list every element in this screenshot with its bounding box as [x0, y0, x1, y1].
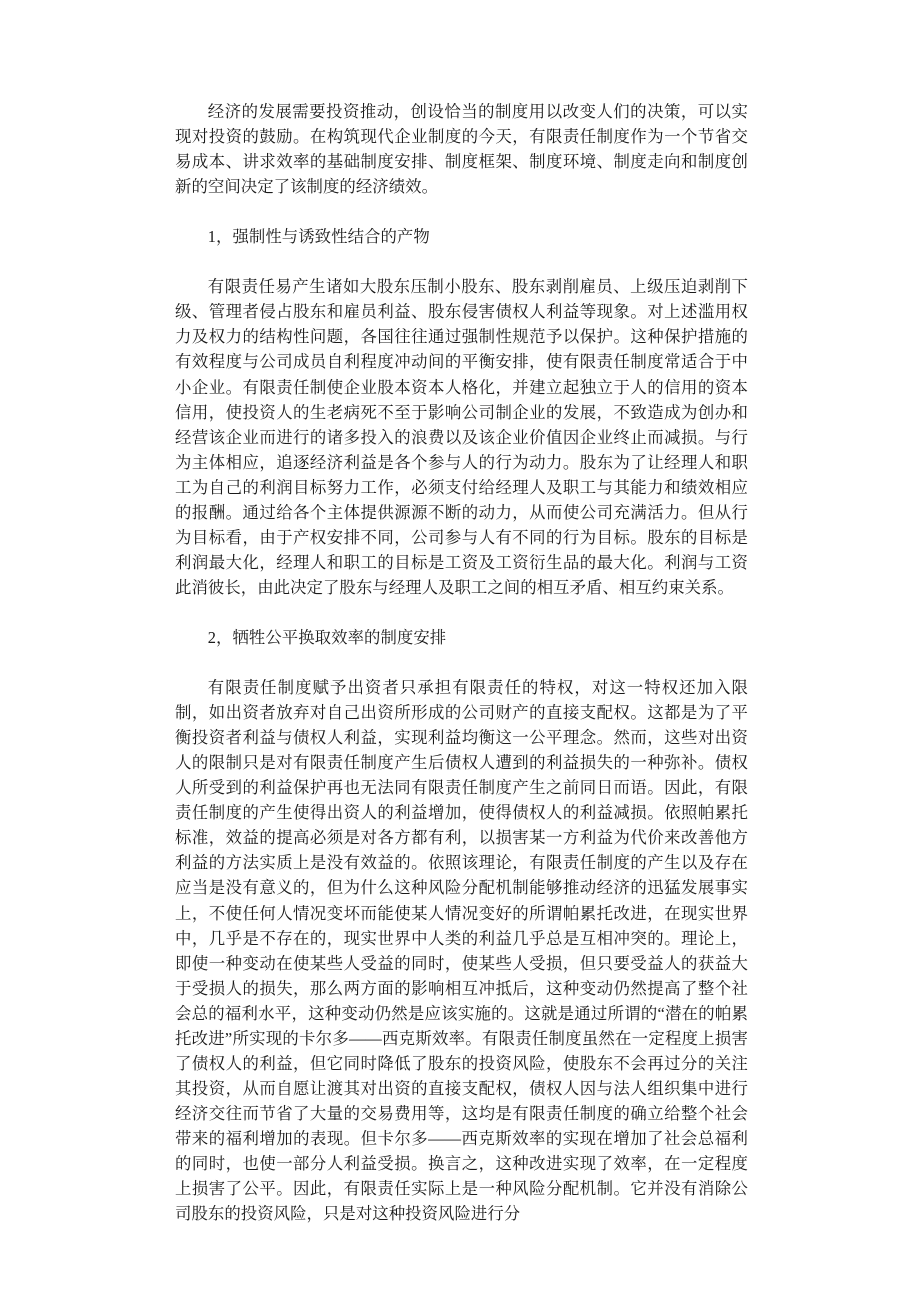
paragraph-spacer — [175, 199, 748, 224]
section-1-body: 有限责任易产生诸如大股东压制小股东、股东剥削雇员、上级压迫剥削下级、管理者侵占股东和雇员利益、股东侵害债权人利益等现象。对上述滥用权力及权力的结构性问题，各国往往通过强制性规范予以保护。这种保护措施的有效程度与公司成员自利程度冲动间的平衡安排，使有限责任制度常适合于中小企业。有限责任制使企业股本资本人格化，并建立起独立于人的信用的资本信用，使投资人的生老病死不至于影响公司制企业的发展，不致造成为创办和经营该企业而进行的诸多投入的浪费以及该企业价值因企业终止而减损。与行为主体相应，追逐经济利益是各个参与人的行为动力。股东为了让经理人和职工为自己的利润目标努力工作，必须支付给经理人及职工与其能力和绩效相应的报酬。通过给各个主体提供源源不断的动力，从而使公司充满活力。但从行为目标看，由于产权安排不同，公司参与人有不同的行为目标。股东的目标是利润最大化，经理人和职工的目标是工资及工资衍生品的最大化。利润与工资此消彼长，由此决定了股东与经理人及职工之间的相互矛盾、相互约束关系。 — [175, 277, 748, 597]
section-2-body: 有限责任制度赋予出资者只承担有限责任的特权，对这一特权还加入限制，如出资者放弃对自己出资所形成的公司财产的直接支配权。这都是为了平衡投资者利益与债权人利益，实现利益均衡这一公平理念。然而，这些对出资人的限制只是对有限责任制度产生后债权人遭到的利益损失的一种弥补。债权人所受到的利益保护再也无法同有限责任制度产生之前同日而语。因此，有限责任制度的产生使得出资人的利益增加，使得债权人的利益减损。依照帕累托标准，效益的提高必须是对各方都有利，以损害某一方利益为代价来改善他方利益的方法实质上是没有效益的。依照该理论，有限责任制度的产生以及存在应当是没有意义的，但为什么这种风险分配机制能够推动经济的迅猛发展事实上，不使任何人情况变坏而能使某人情况变好的所谓帕累托改进，在现实世界中，几乎是不存在的，现实世界中人类的利益几乎总是互相冲突的。理论上，即使一种变动在使某些人受益的同时，使某些人受损，但只要受益人的获益大于受损人的损失，那么两方面的影响相互冲抵后，这种变动仍然提高了整个社会总的福利水平，这种变动仍然是应该实施的。这就是通过所谓的“潜在的帕累托改进”所实现的卡尔多——西克斯效率。有限责任制度虽然在一定程度上损害了债权人的利益，但它同时降低了股东的投资风险，使股东不会再过分的关注其投资，从而自愿让渡其对出资的直接支配权，债权人因与法人组织集中进行经济交往而节省了大量的交易费用等，这均是有限责任制度的确立给整个社会带来的福利增加的表现。但卡尔多——西克斯效率的实现在增加了社会总福利的同时，也使一部分人利益受损。换言之，这种改进实现了效率，在一定程度上损害了公平。因此，有限责任实际上是一种风险分配机制。它并没有消除公司股东的投资风险，只是对这种投资风险进行分 — [175, 678, 748, 1224]
text-column — [175, 99, 748, 1226]
section-heading-1: 1，强制性与诱致性结合的产物 — [207, 227, 430, 247]
intro-paragraph: 经济的发展需要投资推动，创设恰当的制度用以改变人们的决策，可以实现对投资的鼓励。在构筑现代企业制度的今天，有限责任制度作为一个节省交易成本、讲求效率的基础制度安排、制度框架、制度环境、制度走向和制度创新的空间决定了该制度的经济绩效。 — [175, 102, 748, 197]
paragraph-spacer — [175, 249, 748, 274]
paragraph-spacer — [175, 650, 748, 675]
section-heading-2: 2，牺牲公平换取效率的制度安排 — [207, 627, 447, 647]
paragraph-spacer — [175, 600, 748, 625]
